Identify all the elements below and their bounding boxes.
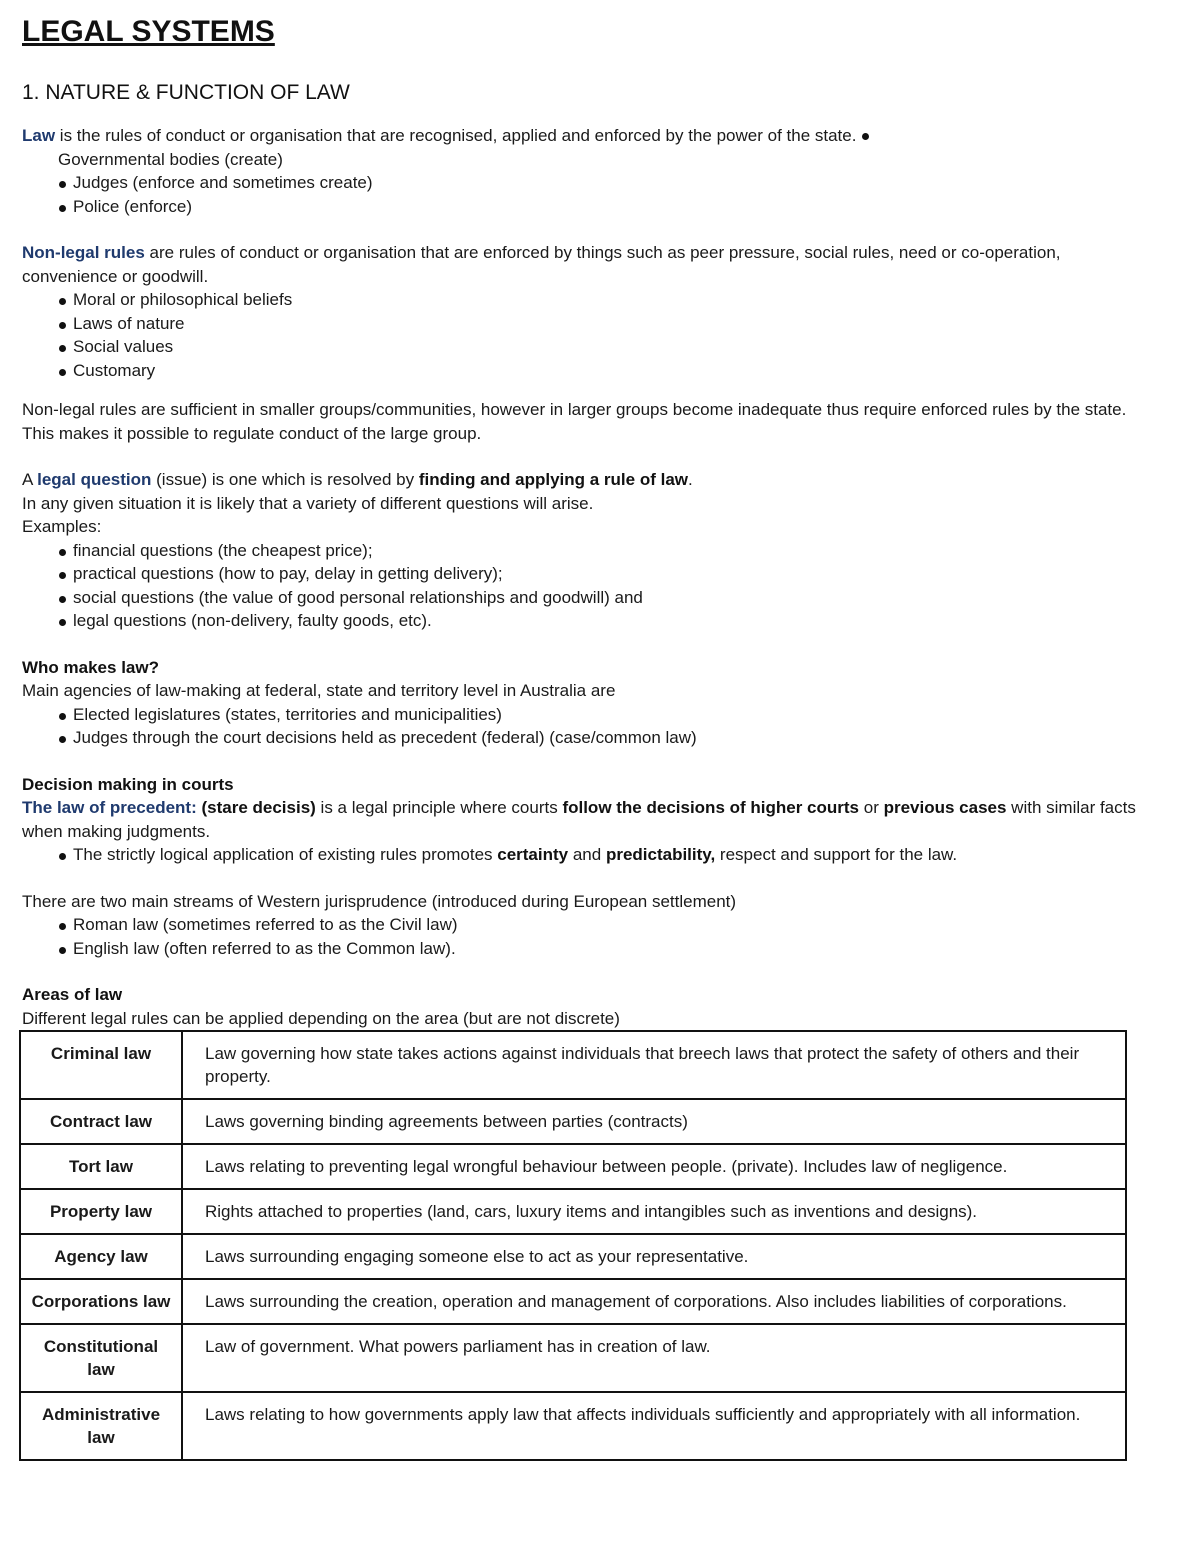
- area-description: Rights attached to properties (land, cars, luxury items and intangibles such as inventions and designs).: [182, 1189, 1126, 1234]
- decision-heading: Decision making in courts: [22, 774, 234, 794]
- examples-label: Examples:: [22, 517, 102, 536]
- text-span: with similar facts when making judgments.: [22, 798, 1136, 841]
- area-description: Law governing how state takes actions against individuals that breech laws that protect the safety of others and their property.: [182, 1031, 1126, 1099]
- text-span: The strictly logical application of existing rules promotes: [73, 845, 498, 864]
- area-description: Laws relating to how governments apply law that affects individuals sufficiently and appropriately with all information.: [182, 1392, 1126, 1460]
- streams-intro: There are two main streams of Western jurisprudence (introduced during European settlement): [22, 891, 737, 911]
- area-name: Property law: [20, 1189, 182, 1234]
- table-row: [20, 1189, 1126, 1234]
- non-legal-definition-text: are rules of conduct or organisation that are enforced by things such as peer pressure, social rules, need or co-operation, convenience or goodwill.: [22, 243, 1061, 286]
- list-item: Elected legislatures (states, territories and municipalities): [58, 703, 1152, 727]
- legal-question-line: In any given situation it is likely that a variety of different questions will arise.: [22, 493, 594, 513]
- area-name: Tort law: [20, 1144, 182, 1189]
- legal-question-definition: [22, 468, 1152, 492]
- law-definition-text: is the rules of conduct or organisation that are recognised, applied and enforced by the power of the state.: [55, 126, 857, 145]
- who-makes-heading: Who makes law?: [22, 657, 159, 677]
- text-span: (issue) is one which is resolved by: [151, 470, 419, 489]
- list-item: Judges (enforce and sometimes create): [58, 171, 1152, 195]
- non-legal-term: Non-legal rules: [22, 243, 145, 262]
- area-name: Contract law: [20, 1099, 182, 1144]
- table-row: [20, 1234, 1126, 1279]
- text-span: A: [22, 470, 38, 489]
- list-item: Social values: [58, 335, 1152, 359]
- law-term: Law: [22, 126, 56, 145]
- list-item: legal questions (non-delivery, faulty goods, etc).: [58, 609, 1152, 633]
- text-span: respect and support for the law.: [715, 845, 958, 864]
- precedent-term: The law of precedent:: [22, 798, 197, 817]
- areas-heading: Areas of law: [22, 985, 123, 1004]
- area-description: Laws surrounding the creation, operation and management of corporations. Also includes liabilities of corporations.: [182, 1279, 1126, 1324]
- area-description: Laws governing binding agreements between parties (contracts): [182, 1099, 1126, 1144]
- list-item: English law (often referred to as the Common law).: [58, 937, 1152, 961]
- document-page: [22, 12, 1152, 1461]
- list-item: financial questions (the cheapest price);: [58, 539, 1152, 563]
- areas-table: [19, 1030, 1127, 1461]
- streams-list: [22, 913, 1152, 960]
- examples-list: [22, 539, 1152, 633]
- precedent-list: [22, 843, 1152, 867]
- legal-question-term: legal question: [37, 470, 152, 489]
- bold-text: certainty: [497, 845, 569, 864]
- non-legal-paragraph-2: This makes it possible to regulate conduct of the large group.: [22, 423, 482, 443]
- table-row: [20, 1144, 1126, 1189]
- non-legal-list: [22, 288, 1152, 382]
- non-legal-definition: [22, 241, 1152, 288]
- list-item: [58, 843, 1152, 867]
- list-item: social questions (the value of good personal relationships and goodwill) and: [58, 586, 1152, 610]
- list-item: Laws of nature: [58, 312, 1152, 336]
- area-name: Agency law: [20, 1234, 182, 1279]
- area-name: Administrative law: [20, 1392, 182, 1460]
- list-item: Governmental bodies (create): [58, 149, 283, 169]
- section-heading: 1. NATURE & FUNCTION OF LAW: [22, 81, 350, 104]
- table-row: [20, 1392, 1126, 1460]
- list-item: Customary: [58, 359, 1152, 383]
- document-title: LEGAL SYSTEMS: [22, 15, 275, 48]
- text-span: or: [859, 798, 884, 817]
- bold-text: (stare decisis): [196, 798, 316, 817]
- table-row: [20, 1324, 1126, 1392]
- area-description: Law of government. What powers parliament has in creation of law.: [182, 1324, 1126, 1392]
- who-makes-list: [22, 703, 1152, 750]
- law-definition: [22, 124, 1152, 148]
- non-legal-paragraph: Non-legal rules are sufficient in smaller groups/communities, however in larger groups become inadequate thus require enforced rules by the state.: [22, 400, 1127, 419]
- bullet-icon: [862, 133, 869, 140]
- bold-text: finding and applying a rule of law: [418, 470, 688, 489]
- table-row: [20, 1031, 1126, 1099]
- text-span: and: [568, 845, 606, 864]
- text-span: .: [688, 470, 693, 489]
- bold-text: predictability,: [605, 845, 716, 864]
- bold-text: follow the decisions of higher courts: [562, 798, 860, 817]
- area-description: Laws relating to preventing legal wrongful behaviour between people. (private). Includes law of negligence.: [182, 1144, 1126, 1189]
- list-item: practical questions (how to pay, delay in getting delivery);: [58, 562, 1152, 586]
- list-item: Judges through the court decisions held as precedent (federal) (case/common law): [58, 726, 1152, 750]
- area-name: Corporations law: [20, 1279, 182, 1324]
- list-item: Police (enforce): [58, 195, 1152, 219]
- list-item: Moral or philosophical beliefs: [58, 288, 1152, 312]
- list-item: Roman law (sometimes referred to as the Civil law): [58, 913, 1152, 937]
- law-bodies-list: [22, 148, 1152, 219]
- text-span: is a legal principle where courts: [315, 798, 563, 817]
- area-name: Criminal law: [20, 1031, 182, 1099]
- who-makes-intro: Main agencies of law-making at federal, state and territory level in Australia are: [22, 681, 616, 700]
- areas-intro: Different legal rules can be applied depending on the area (but are not discrete): [22, 1008, 620, 1028]
- bold-text: previous cases: [883, 798, 1007, 817]
- table-row: [20, 1099, 1126, 1144]
- table-row: [20, 1279, 1126, 1324]
- area-description: Laws surrounding engaging someone else to act as your representative.: [182, 1234, 1126, 1279]
- precedent-definition: [22, 796, 1152, 843]
- area-name: Constitutional law: [20, 1324, 182, 1392]
